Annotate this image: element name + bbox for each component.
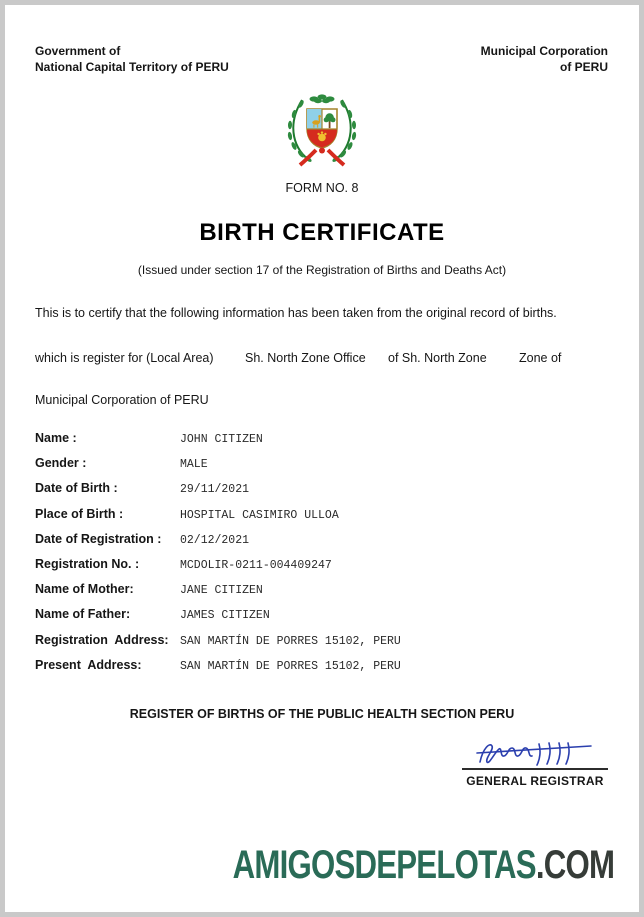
field-label: Name of Mother: [35,582,134,597]
field-value: JOHN CITIZEN [180,433,263,446]
register-corporation: Municipal Corporation of PERU [35,393,209,407]
register-zone-office: Sh. North Zone Office [245,351,366,365]
field-value: SAN MARTÍN DE PORRES 15102, PERU [180,634,401,648]
field-label: Date of Registration : [35,531,162,546]
certificate-title: BIRTH CERTIFICATE [199,219,445,246]
issuing-authority-right [481,44,608,75]
field-row-father-name [35,607,609,632]
registrar-label: GENERAL REGISTRAR [466,774,604,788]
field-value: JAMES CITIZEN [180,609,270,623]
field-row-date-of-birth [35,481,609,506]
field-row-name [35,431,609,456]
field-label: Date of Birth : [35,481,118,496]
watermark [232,843,614,887]
field-label: Registration No. : [35,556,140,571]
field-row-registration-no [35,557,609,582]
field-label: Place of Birth : [35,506,124,521]
register-line [35,351,609,367]
field-label: Present Address: [35,657,142,672]
watermark-tld: .COM [535,843,614,887]
authority-right-line1: Municipal Corporation [480,44,608,58]
page-header [35,44,608,75]
field-value: 29/11/2021 [180,483,250,497]
form-number: FORM NO. 8 [285,181,359,195]
peru-coat-of-arms-icon [276,88,368,176]
certify-statement: This is to certify that the following information has been taken from the original record of births. [35,306,557,320]
issuing-authority-left [35,44,229,75]
field-value: MALE [180,458,208,472]
field-value: SAN MARTÍN DE PORRES 15102, PERU [180,659,401,673]
authority-left-line2: National Capital Territory of PERU [35,59,229,74]
watermark-brand: AMIGOSDEPELOTAS [232,843,536,887]
certificate-subtitle: (Issued under section 17 of the Registration of Births and Deaths Act) [137,263,507,277]
field-value: HOSPITAL CASIMIRO ULLOA [180,508,339,522]
certificate-fields [35,431,609,683]
register-line-seg4: Zone of [519,351,562,365]
field-row-gender [35,456,609,481]
registrar-signature-image [473,738,597,770]
signature-block [462,738,608,788]
emblem-container [0,88,644,176]
field-label: Name : [35,431,77,445]
authority-left-line1: Government of [35,44,121,58]
register-line-seg1: which is register for (Local Area) [35,351,214,365]
register-zone: of Sh. North Zone [388,351,487,365]
field-label: Name of Father: [35,607,131,622]
field-value: 02/12/2021 [180,533,250,547]
field-row-registration-address [35,633,609,658]
signature-line [462,768,608,770]
field-label: Gender : [35,456,87,471]
authority-right-line2: of PERU [560,59,608,74]
field-row-present-address [35,658,609,683]
field-value: MCDOLIR-0211-004409247 [180,558,332,572]
field-label: Registration Address: [35,632,169,647]
field-row-mother-name [35,582,609,607]
field-row-place-of-birth [35,507,609,532]
field-value: JANE CITIZEN [180,584,263,598]
field-row-date-of-registration [35,532,609,557]
register-of-births-title: REGISTER OF BIRTHS OF THE PUBLIC HEALTH SECTION PERU [129,707,515,721]
